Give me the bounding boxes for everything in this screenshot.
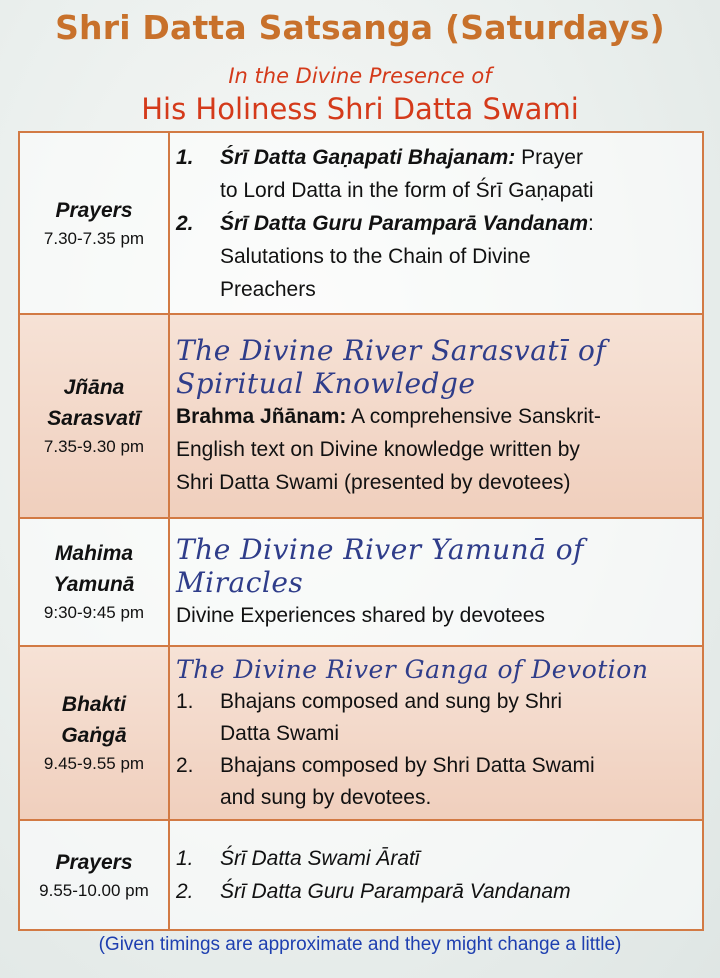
item-punct: : — [588, 211, 594, 235]
session-name: Mahima — [54, 542, 134, 565]
row-label — [19, 820, 169, 930]
row-label — [19, 646, 169, 820]
section-heading: The Divine River Sarasvatī of — [176, 333, 607, 367]
row-content — [169, 518, 703, 646]
item-text: and sung by devotees. — [220, 785, 432, 809]
row-content — [169, 646, 703, 820]
session-name: Bhakti — [61, 693, 127, 716]
item-number: 1. — [176, 145, 194, 169]
row-content — [169, 314, 703, 518]
list-item — [176, 207, 698, 306]
subtitle-swami: His Holiness Shri Datta Swami — [141, 92, 579, 126]
item-text: Śrī Datta Swami Āratī — [220, 847, 420, 870]
footer-note: (Given timings are approximate and they might change a little) — [98, 934, 622, 955]
schedule-table — [18, 131, 704, 931]
session-time: 7.30-7.35 pm — [43, 228, 145, 248]
session-name: Prayers — [55, 198, 133, 222]
session-name: Prayers — [55, 850, 133, 874]
list-item — [176, 750, 698, 814]
row-content — [169, 820, 703, 930]
item-number: 1. — [176, 689, 194, 713]
item-text: Salutations to the Chain of Divine — [220, 244, 531, 268]
table-row — [19, 132, 703, 314]
item-text: Prayer — [521, 145, 583, 169]
body-text: A comprehensive Sanskrit- — [351, 404, 601, 428]
item-text: Bhajans composed by Shri Datta Swami — [220, 753, 595, 777]
item-text: Datta Swami — [220, 721, 340, 745]
session-time: 9:30-9:45 pm — [43, 603, 145, 622]
subtitle-presence: In the Divine Presence of — [228, 64, 492, 88]
list-item — [176, 875, 698, 908]
session-name: Yamunā — [53, 573, 135, 596]
item-title: Śrī Datta Gaṇapati Bhajanam: — [220, 145, 516, 169]
item-text: to Lord Datta in the form of Śrī Gaṇapati — [220, 178, 594, 202]
session-name: Gaṅgā — [61, 724, 127, 747]
item-title: Śrī Datta Guru Paramparā Vandanam — [220, 211, 589, 235]
session-name: Jñāna — [63, 376, 125, 399]
row-label — [19, 132, 169, 314]
session-time: 7.35-9.30 pm — [43, 437, 145, 456]
session-time: 9.55-10.00 pm — [39, 880, 149, 900]
page-title: Shri Datta Satsanga (Saturdays) — [55, 8, 665, 47]
item-number: 2. — [176, 880, 194, 903]
item-text: Śrī Datta Guru Paramparā Vandanam — [220, 880, 571, 903]
table-row — [19, 314, 703, 518]
row-label — [19, 314, 169, 518]
item-text: Preachers — [220, 277, 316, 301]
section-heading: The Divine River Ganga of Devotion — [176, 654, 649, 684]
row-content — [169, 132, 703, 314]
section-heading: Spiritual Knowledge — [176, 366, 476, 400]
section-heading: Miracles — [176, 565, 304, 599]
item-number: 2. — [176, 753, 194, 777]
item-text: Bhajans composed and sung by Shri — [220, 689, 563, 713]
table-row — [19, 518, 703, 646]
bold-lead: Brahma Jñānam: — [176, 404, 347, 428]
table-row — [19, 820, 703, 930]
table-row — [19, 646, 703, 820]
item-number: 2. — [176, 211, 194, 235]
body-text: English text on Divine knowledge written by — [176, 437, 580, 461]
list-item — [176, 686, 698, 750]
row-label — [19, 518, 169, 646]
body-text: Divine Experiences shared by devotees — [176, 603, 545, 627]
body-text: Shri Datta Swami (presented by devotees) — [176, 470, 571, 494]
section-heading: The Divine River Yamunā of — [176, 532, 585, 566]
list-item — [176, 842, 698, 875]
list-item — [176, 141, 698, 207]
session-name: Sarasvatī — [47, 407, 141, 430]
item-number: 1. — [176, 847, 194, 870]
session-time: 9.45-9.55 pm — [43, 754, 145, 773]
